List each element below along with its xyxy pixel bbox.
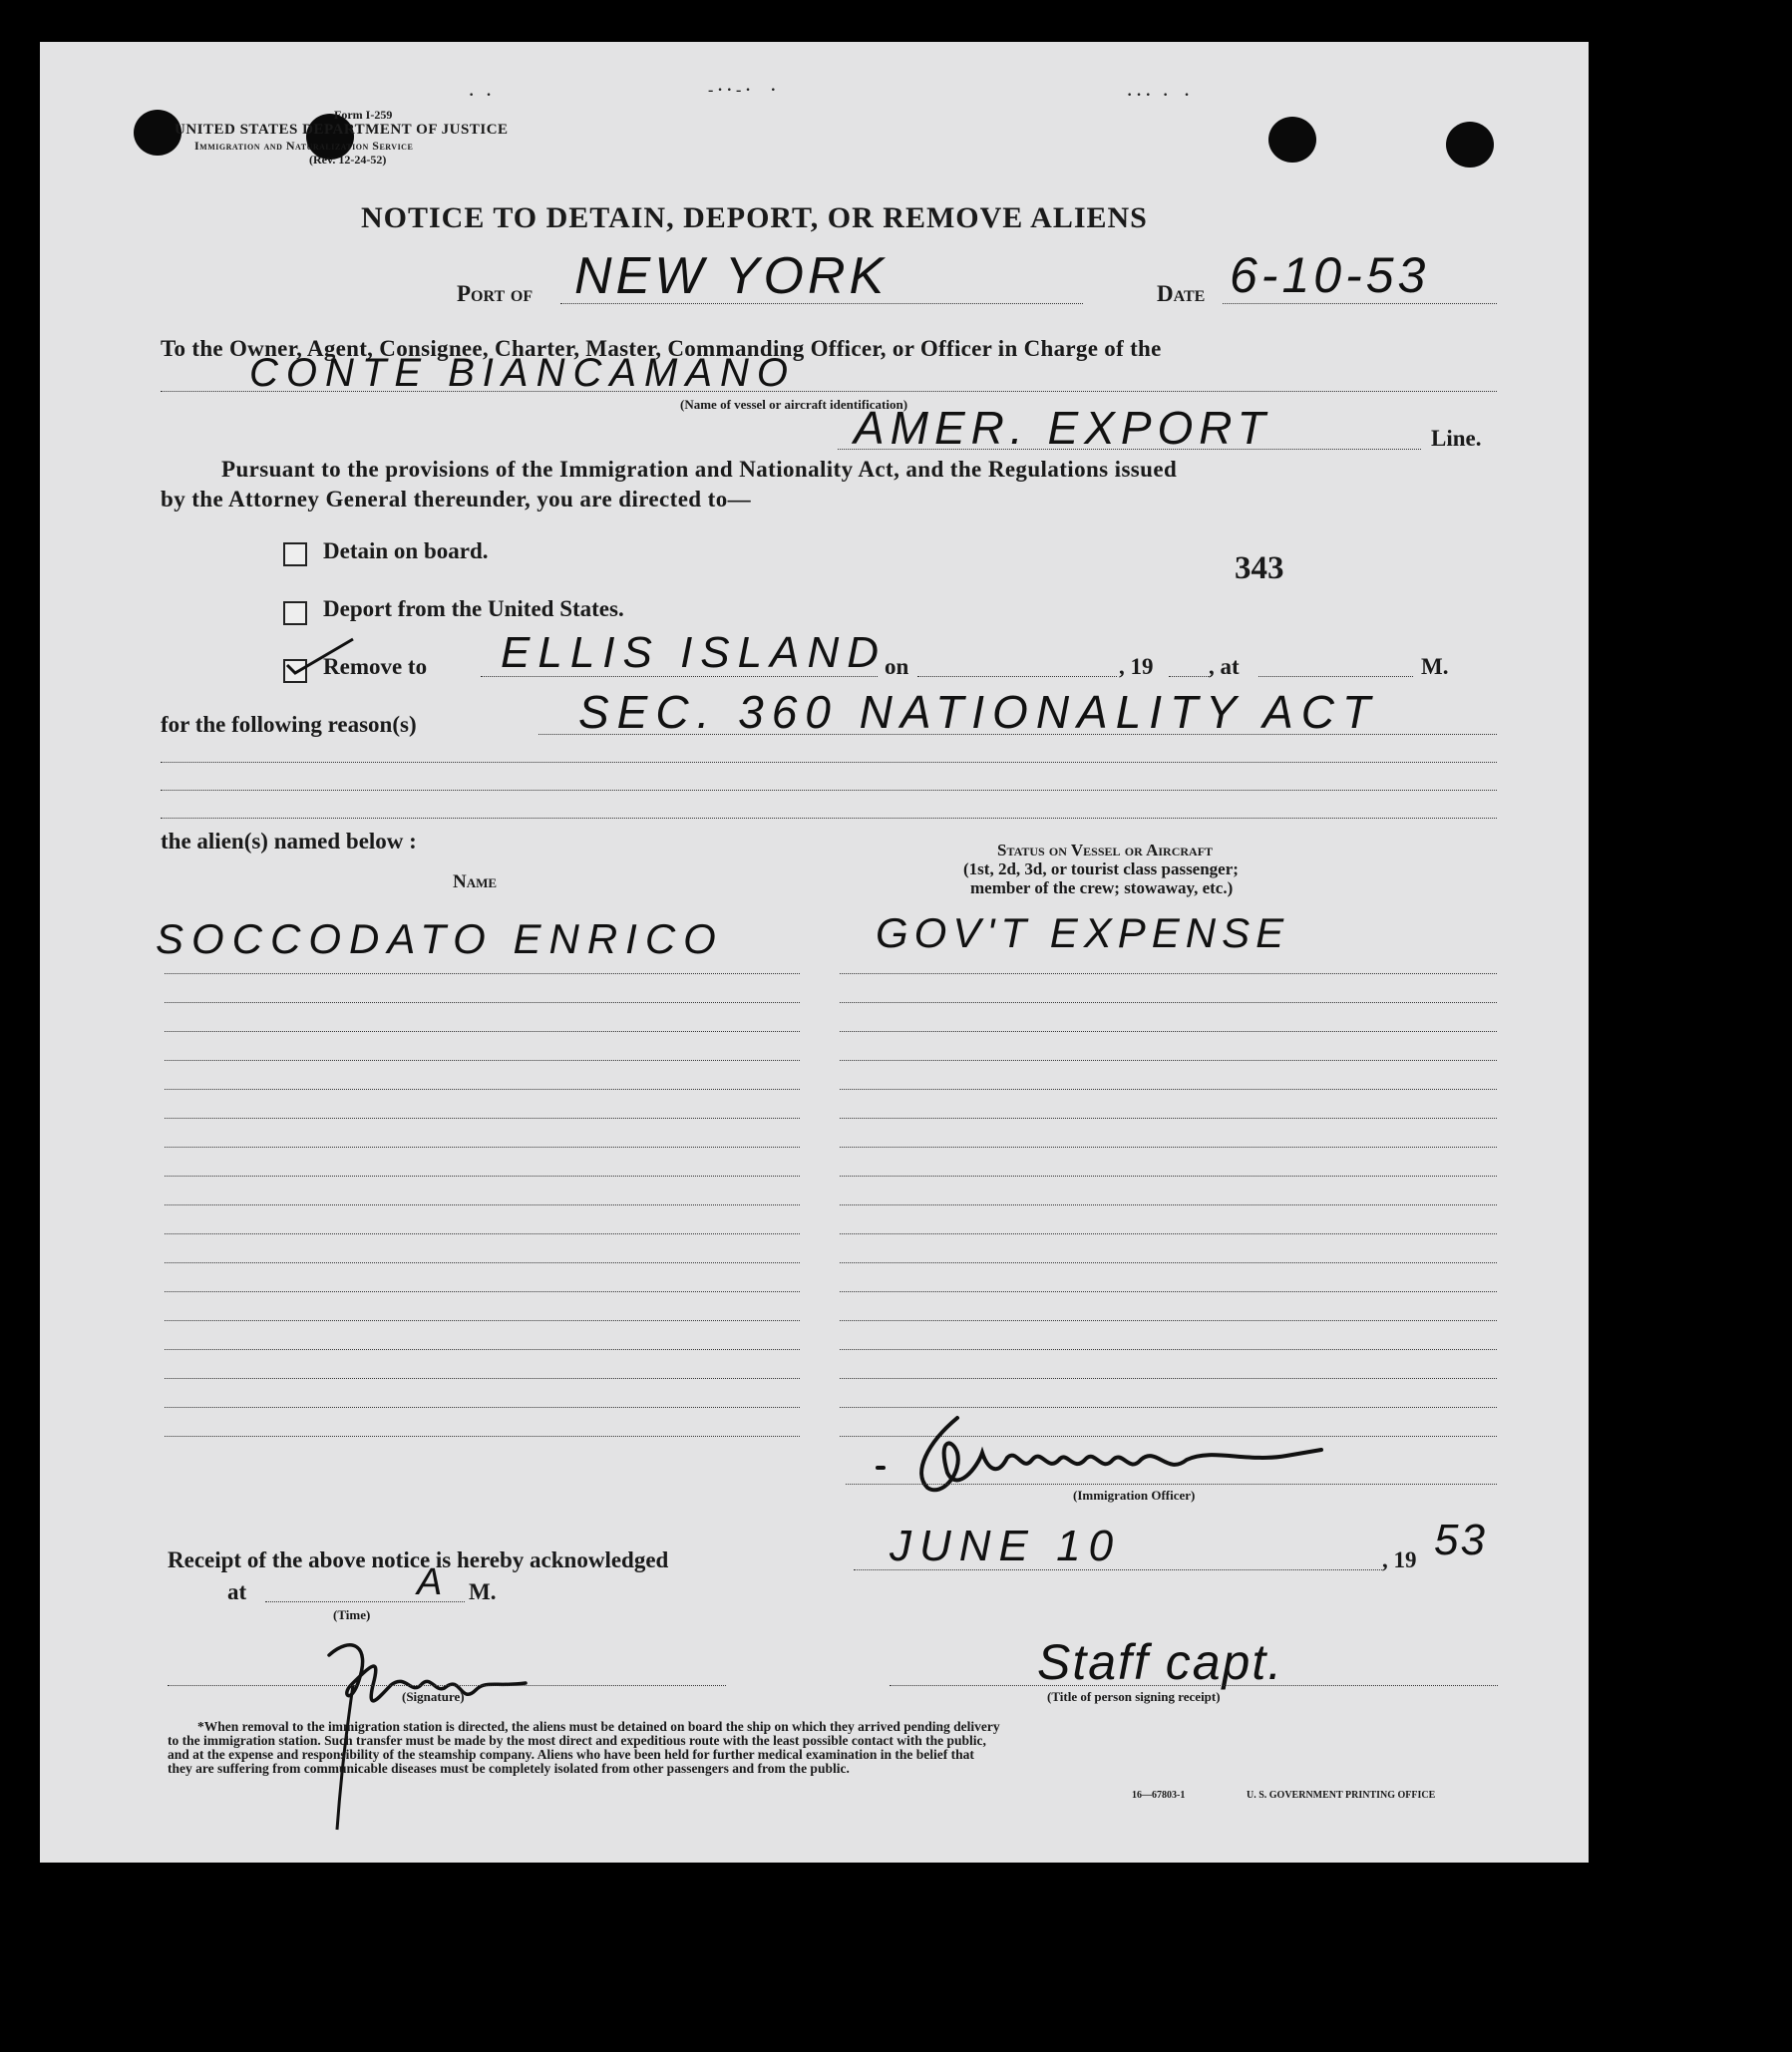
line-value: AMER. EXPORT bbox=[854, 402, 1271, 454]
service-header: Immigration and Naturalization Service bbox=[194, 139, 414, 153]
revision-date: (Rev. 12-24-52) bbox=[309, 153, 387, 167]
printer-office: U. S. GOVERNMENT PRINTING OFFICE bbox=[1247, 1790, 1436, 1801]
alien-name-row-line bbox=[165, 1118, 800, 1119]
deport-label: Deport from the United States. bbox=[323, 596, 624, 621]
title-caption: (Title of person signing receipt) bbox=[1047, 1689, 1221, 1704]
reason-line bbox=[161, 790, 1497, 791]
alien-name-row-line bbox=[165, 1262, 800, 1263]
receipt-date-value: JUNE 10 bbox=[890, 1522, 1122, 1570]
receipt-text: Receipt of the above notice is hereby acknowledged bbox=[168, 1547, 669, 1572]
officer-caption: (Immigration Officer) bbox=[1073, 1488, 1196, 1503]
scan-speck: · · bbox=[469, 87, 492, 104]
alien-status-row-line bbox=[840, 1378, 1497, 1379]
department-header: UNITED STATES DEPARTMENT OF JUSTICE bbox=[175, 122, 509, 138]
alien-status-row-line bbox=[840, 1320, 1497, 1321]
alien-name-row-line bbox=[165, 1147, 800, 1148]
signature-caption: (Signature) bbox=[402, 1689, 465, 1704]
footnote-line-1: *When removal to the immigration station is directed, the aliens must be detained on board the ship on which they arrived pending delivery bbox=[197, 1719, 1000, 1734]
remove-destination-value: ELLIS ISLAND bbox=[501, 628, 888, 677]
receiver-title-value: Staff capt. bbox=[1037, 1634, 1284, 1690]
alien-status-row-line bbox=[840, 1176, 1497, 1177]
name-column-header: Name bbox=[453, 871, 498, 892]
alien-name-row-line bbox=[165, 1407, 800, 1408]
stamp-number: 343 bbox=[1235, 550, 1284, 586]
status-column-sub-1: (1st, 2d, 3d, or tourist class passenger; bbox=[963, 859, 1239, 878]
remove-time-line bbox=[1258, 676, 1413, 677]
alien-status-row-line bbox=[840, 1233, 1497, 1234]
alien-name-row-line bbox=[165, 1233, 800, 1234]
remove-year-line bbox=[1169, 676, 1209, 677]
footnote-line-3: and at the expense and responsibility of the steamship company. Aliens who have been held for further medical examination in the belief that bbox=[168, 1747, 974, 1762]
alien-name-row-line bbox=[165, 1291, 800, 1292]
reason-label: for the following reason(s) bbox=[161, 712, 417, 737]
pursuant-line-1: Pursuant to the provisions of the Immigration and Nationality Act, and the Regulations issued bbox=[221, 457, 1178, 482]
receipt-year-label: , 19 bbox=[1382, 1547, 1417, 1572]
form-title: NOTICE TO DETAIN, DEPORT, OR REMOVE ALIENS bbox=[361, 201, 1148, 234]
alien-name-row-line bbox=[165, 1378, 800, 1379]
date-label: Date bbox=[1157, 281, 1206, 306]
time-caption: (Time) bbox=[333, 1607, 371, 1622]
alien-status-row-line bbox=[840, 1060, 1497, 1061]
receipt-year-value: 53 bbox=[1434, 1516, 1487, 1564]
vessel-caption: (Name of vessel or aircraft identification) bbox=[680, 397, 908, 412]
printer-code: 16—67803-1 bbox=[1132, 1790, 1186, 1801]
alien-name-row-line bbox=[165, 1031, 800, 1032]
addressee-text: To the Owner, Agent, Consignee, Charter, Master, Commanding Officer, or Officer in Charge of the bbox=[161, 336, 1162, 361]
scan-speck: - · · - · · bbox=[708, 82, 776, 99]
alien-status-row-line bbox=[840, 1089, 1497, 1090]
alien-name-row-line bbox=[165, 1436, 800, 1437]
reason-line bbox=[161, 818, 1497, 819]
remove-label: Remove to bbox=[323, 654, 428, 679]
form-number: Form I-259 bbox=[334, 108, 393, 122]
alien-name: SOCCODATO ENRICO bbox=[156, 915, 724, 962]
officer-signature-line bbox=[846, 1484, 1497, 1485]
status-column-sub-2: member of the crew; stowaway, etc.) bbox=[970, 878, 1234, 897]
aliens-label: the alien(s) named below : bbox=[161, 829, 417, 854]
port-value: NEW YORK bbox=[574, 247, 889, 305]
year-label: , 19 bbox=[1119, 654, 1154, 679]
alien-name-row-line bbox=[165, 1002, 800, 1003]
remove-checkbox[interactable] bbox=[283, 659, 307, 683]
alien-name-row-line bbox=[165, 1176, 800, 1177]
alien-status-row-line bbox=[840, 1291, 1497, 1292]
alien-name-row-line bbox=[165, 1204, 800, 1205]
detain-checkbox[interactable] bbox=[283, 542, 307, 566]
punch-hole bbox=[1446, 122, 1494, 168]
pursuant-line-2: by the Attorney General thereunder, you are directed to— bbox=[161, 487, 752, 512]
footnote-line-4: they are suffering from communicable diseases must be completely isolated from other passengers and from the public. bbox=[168, 1761, 850, 1776]
receipt-time-value: A bbox=[417, 1561, 447, 1603]
receiver-signature-line bbox=[168, 1685, 726, 1686]
date-value: 6-10-53 bbox=[1230, 247, 1430, 303]
alien-name-row-line bbox=[165, 1060, 800, 1061]
form-sheet bbox=[40, 42, 1589, 1863]
reason-line bbox=[161, 762, 1497, 763]
remove-date-line bbox=[917, 676, 1117, 677]
footnote-line-2: to the immigration station. Such transfer must be made by the most direct and expeditious route with the least possible contact with the public, bbox=[168, 1733, 986, 1748]
meridiem-label: M. bbox=[1421, 654, 1449, 679]
alien-name-row-line bbox=[165, 1320, 800, 1321]
alien-status-row-line bbox=[840, 1204, 1497, 1205]
receipt-meridiem: M. bbox=[469, 1579, 497, 1604]
deport-checkbox[interactable] bbox=[283, 601, 307, 625]
receipt-at-label: at bbox=[227, 1579, 247, 1604]
vessel-value: CONTE BIANCAMANO bbox=[249, 351, 797, 395]
alien-status-row-line bbox=[840, 1147, 1497, 1148]
alien-status-row-line bbox=[840, 1002, 1497, 1003]
on-label: on bbox=[885, 654, 909, 679]
status-column-header: Status on Vessel or Aircraft bbox=[997, 841, 1214, 859]
detain-label: Detain on board. bbox=[323, 538, 489, 563]
alien-status-row-line bbox=[840, 1349, 1497, 1350]
port-label: Port of bbox=[457, 281, 534, 306]
reason-value: SEC. 360 NATIONALITY ACT bbox=[578, 686, 1379, 738]
scan-speck: · · · · · bbox=[1127, 87, 1190, 104]
alien-status-row-line bbox=[840, 1262, 1497, 1263]
alien-name-row-line bbox=[165, 973, 800, 974]
alien-status-row-line bbox=[840, 973, 1497, 974]
at-label: , at bbox=[1209, 654, 1240, 679]
line-label: Line. bbox=[1431, 426, 1482, 451]
alien-name-row-line bbox=[165, 1349, 800, 1350]
alien-name-row-line bbox=[165, 1089, 800, 1090]
alien-status: GOV'T EXPENSE bbox=[876, 909, 1290, 956]
alien-status-row-line bbox=[840, 1118, 1497, 1119]
alien-status-row-line bbox=[840, 1031, 1497, 1032]
punch-hole bbox=[1268, 117, 1316, 163]
receiver-title-line bbox=[890, 1685, 1498, 1686]
